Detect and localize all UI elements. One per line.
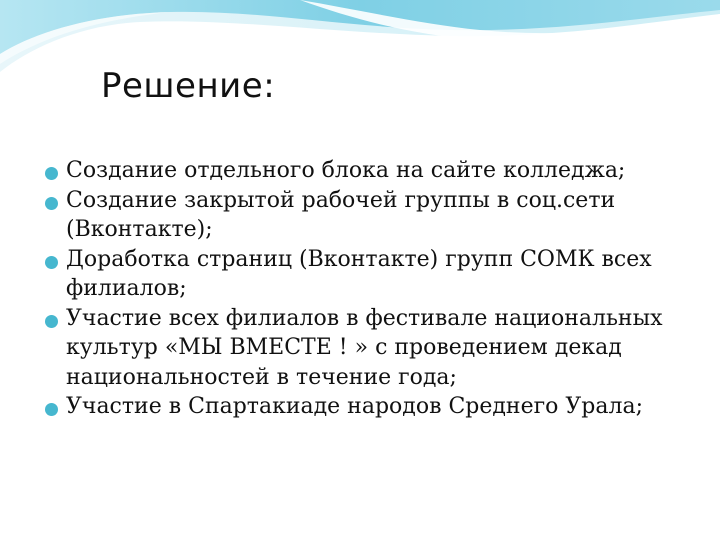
list-item [44,186,694,245]
list-item [44,245,694,304]
list-item [44,392,694,422]
bullet-dot-icon [45,167,58,180]
bullet-dot-icon [45,403,58,416]
list-item-text: Доработка страниц (Вконтакте) групп СОМК всех филиалов; [66,246,652,301]
bullet-dot-icon [45,315,58,328]
list-item-text: Участие в Спартакиаде народов Среднего Урала; [66,394,643,419]
bullet-dot-icon [45,197,58,210]
list-item-text: Создание закрытой рабочей группы в соц.сети (Вконтакте); [66,187,616,242]
slide-title: Решение: [101,66,276,106]
list-item [44,304,694,393]
list-item-text: Создание отдельного блока на сайте колледжа; [66,158,626,183]
bullet-dot-icon [45,256,58,269]
bullet-list [44,156,694,422]
list-item-text: Участие всех филиалов в фестивале национальных культур «МЫ ВМЕСТЕ ! » с проведением декад национальностей в течение года; [66,305,663,390]
list-item [44,156,694,186]
